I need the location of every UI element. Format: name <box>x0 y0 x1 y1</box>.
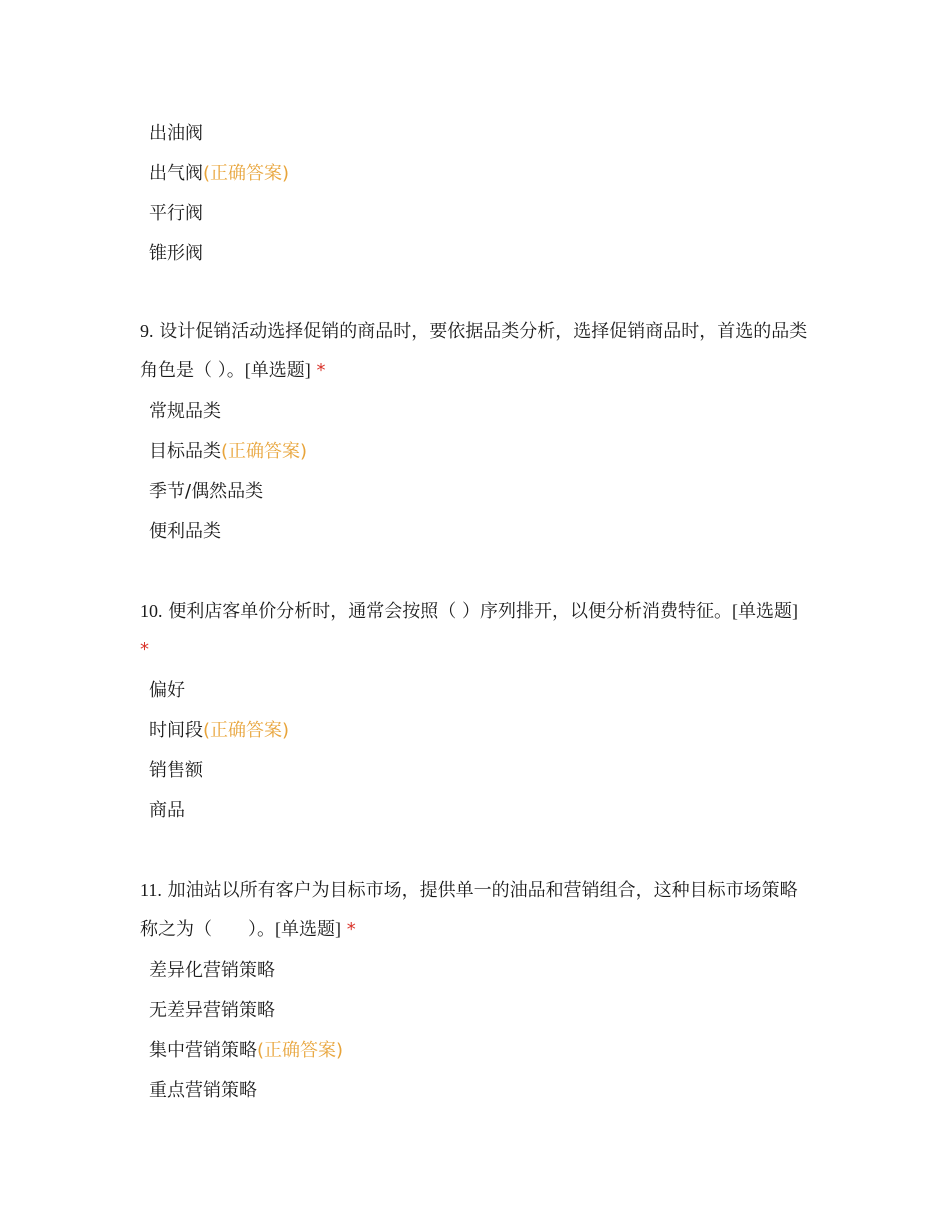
option-item <box>0 959 950 983</box>
required-mark: * <box>346 919 356 940</box>
option-text: 平行阀 <box>149 203 203 224</box>
option-item <box>0 122 950 146</box>
option-item <box>0 520 950 544</box>
correct-answer-tag: (正确答案) <box>221 441 308 462</box>
option-item <box>0 719 950 743</box>
question-type: [单选题] <box>275 919 341 939</box>
option-text: 商品 <box>149 800 185 821</box>
option-item <box>0 242 950 266</box>
option-text: 时间段 <box>149 720 203 741</box>
option-text: 常规品类 <box>149 401 221 422</box>
question-11 <box>0 871 950 1103</box>
question-number: 9. <box>140 321 154 341</box>
option-text: 目标品类 <box>149 441 221 462</box>
option-item <box>0 1079 950 1103</box>
question-number: 11. <box>140 880 162 900</box>
option-text: 重点营销策略 <box>149 1080 257 1101</box>
option-item <box>0 440 950 464</box>
option-text: 偏好 <box>149 680 185 701</box>
question-text <box>0 312 810 390</box>
question-body: 便利店客单价分析时，通常会按照（ ）序列排开，以便分析消费特征。 <box>168 601 732 622</box>
required-mark: * <box>316 360 326 381</box>
option-text: 出气阀 <box>149 163 203 184</box>
question-9 <box>0 312 950 544</box>
option-item <box>0 480 950 504</box>
option-text: 差异化营销策略 <box>149 960 275 981</box>
option-item <box>0 759 950 783</box>
question-text <box>0 871 810 949</box>
option-text: 锥形阀 <box>149 243 203 264</box>
option-item <box>0 162 950 186</box>
options-list <box>0 959 950 1103</box>
question-text <box>0 592 810 669</box>
correct-answer-tag: (正确答案) <box>257 1040 344 1061</box>
correct-answer-tag: (正确答案) <box>203 163 290 184</box>
question-body: 加油站以所有客户为目标市场，提供单一的油品和营销组合，这种目标市场策略称之为（ ）。 <box>140 880 798 940</box>
option-item <box>0 799 950 823</box>
option-text: 无差异营销策略 <box>149 1000 275 1021</box>
question-body: 设计促销活动选择促销的商品时，要依据品类分析，选择促销商品时，首选的品类角色是（ ）。 <box>140 321 808 381</box>
option-item <box>0 400 950 424</box>
option-text: 出油阀 <box>149 123 203 144</box>
required-mark: * <box>140 639 149 660</box>
correct-answer-tag: (正确答案) <box>203 720 290 741</box>
option-item <box>0 202 950 226</box>
options-list <box>0 122 950 266</box>
option-text: 季节/偶然品类 <box>149 481 264 502</box>
option-item <box>0 999 950 1023</box>
question-type: [单选题] <box>731 601 798 621</box>
options-list <box>0 679 950 823</box>
option-text: 便利品类 <box>149 521 221 542</box>
question-10 <box>0 592 950 823</box>
option-text: 集中营销策略 <box>149 1040 257 1061</box>
option-item <box>0 679 950 703</box>
question-type: [单选题] <box>244 360 311 380</box>
option-item <box>0 1039 950 1063</box>
previous-question-options <box>0 122 950 266</box>
question-number: 10. <box>140 601 163 621</box>
option-text: 销售额 <box>149 760 203 781</box>
options-list <box>0 400 950 544</box>
